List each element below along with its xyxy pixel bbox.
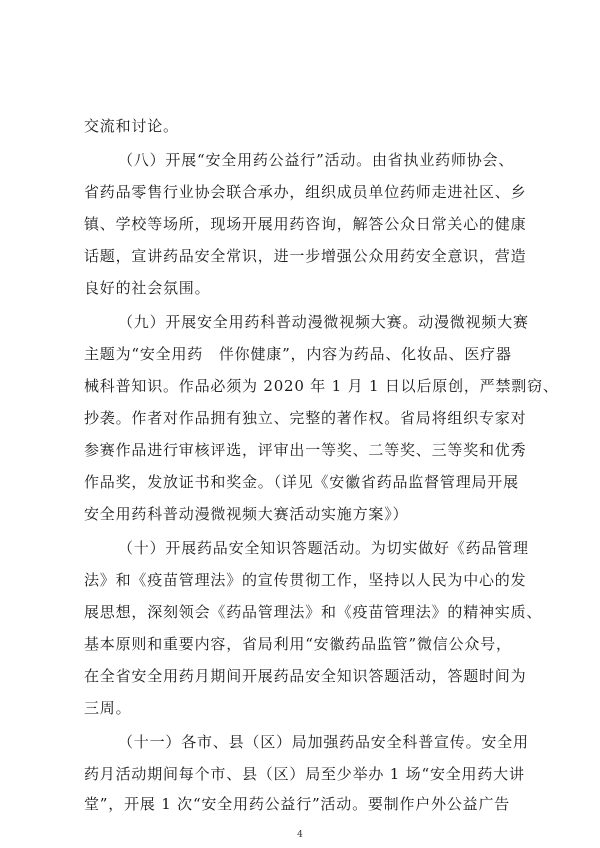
text-line: 械科普知识。作品必须为 2020 年 1 月 1 日以后原创，严禁剽窃、: [84, 377, 559, 395]
text-line: 法》和《疫苗管理法》的宣传贯彻工作，坚持以人民为中心的发: [84, 571, 527, 589]
text-line: 抄袭。作者对作品拥有独立、完整的著作权。省局将组织专家对: [84, 409, 527, 427]
text-line: 交流和讨论。: [84, 117, 179, 135]
text-line: 省药品零售行业协会联合承办，组织成员单位药师走进社区、乡: [84, 183, 527, 201]
text-line: 主题为“安全用药 伴你健康”，内容为药品、化妆品、医疗器: [84, 345, 512, 363]
text-line: 展思想，深刻领会《药品管理法》和《疫苗管理法》的精神实质、: [84, 603, 543, 621]
paragraph-8-line: （八）开展“安全用药公益行”活动。由省执业药师协会、: [118, 151, 515, 169]
text-line: 基本原则和重要内容，省局利用“安徽药品监管”微信公众号，: [84, 635, 512, 653]
paragraph-10-line: （十）开展药品安全知识答题活动。为切实做好《药品管理: [118, 539, 529, 557]
text-line: 作品奖，发放证书和奖金。（详见《安徽省药品监督管理局开展: [84, 473, 519, 491]
page-number: 4: [297, 830, 303, 840]
text-line: 安全用药科普动漫微视频大赛活动实施方案》）: [84, 505, 409, 523]
text-line: 参赛作品进行审核评选，评审出一等奖、二等奖、三等奖和优秀: [84, 441, 527, 459]
paragraph-9-line: （九）开展安全用药科普动漫微视频大赛。动漫微视频大赛: [118, 313, 529, 331]
text-line: 堂”，开展 1 次“安全用药公益行”活动。要制作户外公益广告: [84, 795, 511, 813]
text-line: 在全省安全用药月期间开展药品安全知识答题活动，答题时间为: [84, 667, 527, 685]
text-line: 三周。: [84, 699, 132, 717]
text-line: 良好的社会氛围。: [84, 279, 211, 297]
text-line: 镇、学校等场所，现场开展用药咨询，解答公众日常关心的健康: [84, 215, 527, 233]
text-line: 药月活动期间每个市、县（区）局至少举办 1 场“安全用药大讲: [84, 765, 525, 783]
text-line: 话题，宣讲药品安全常识，进一步增强公众用药安全意识，营造: [84, 247, 527, 265]
paragraph-11-line: （十一）各市、县（区）局加强药品安全科普宣传。安全用: [118, 733, 529, 751]
